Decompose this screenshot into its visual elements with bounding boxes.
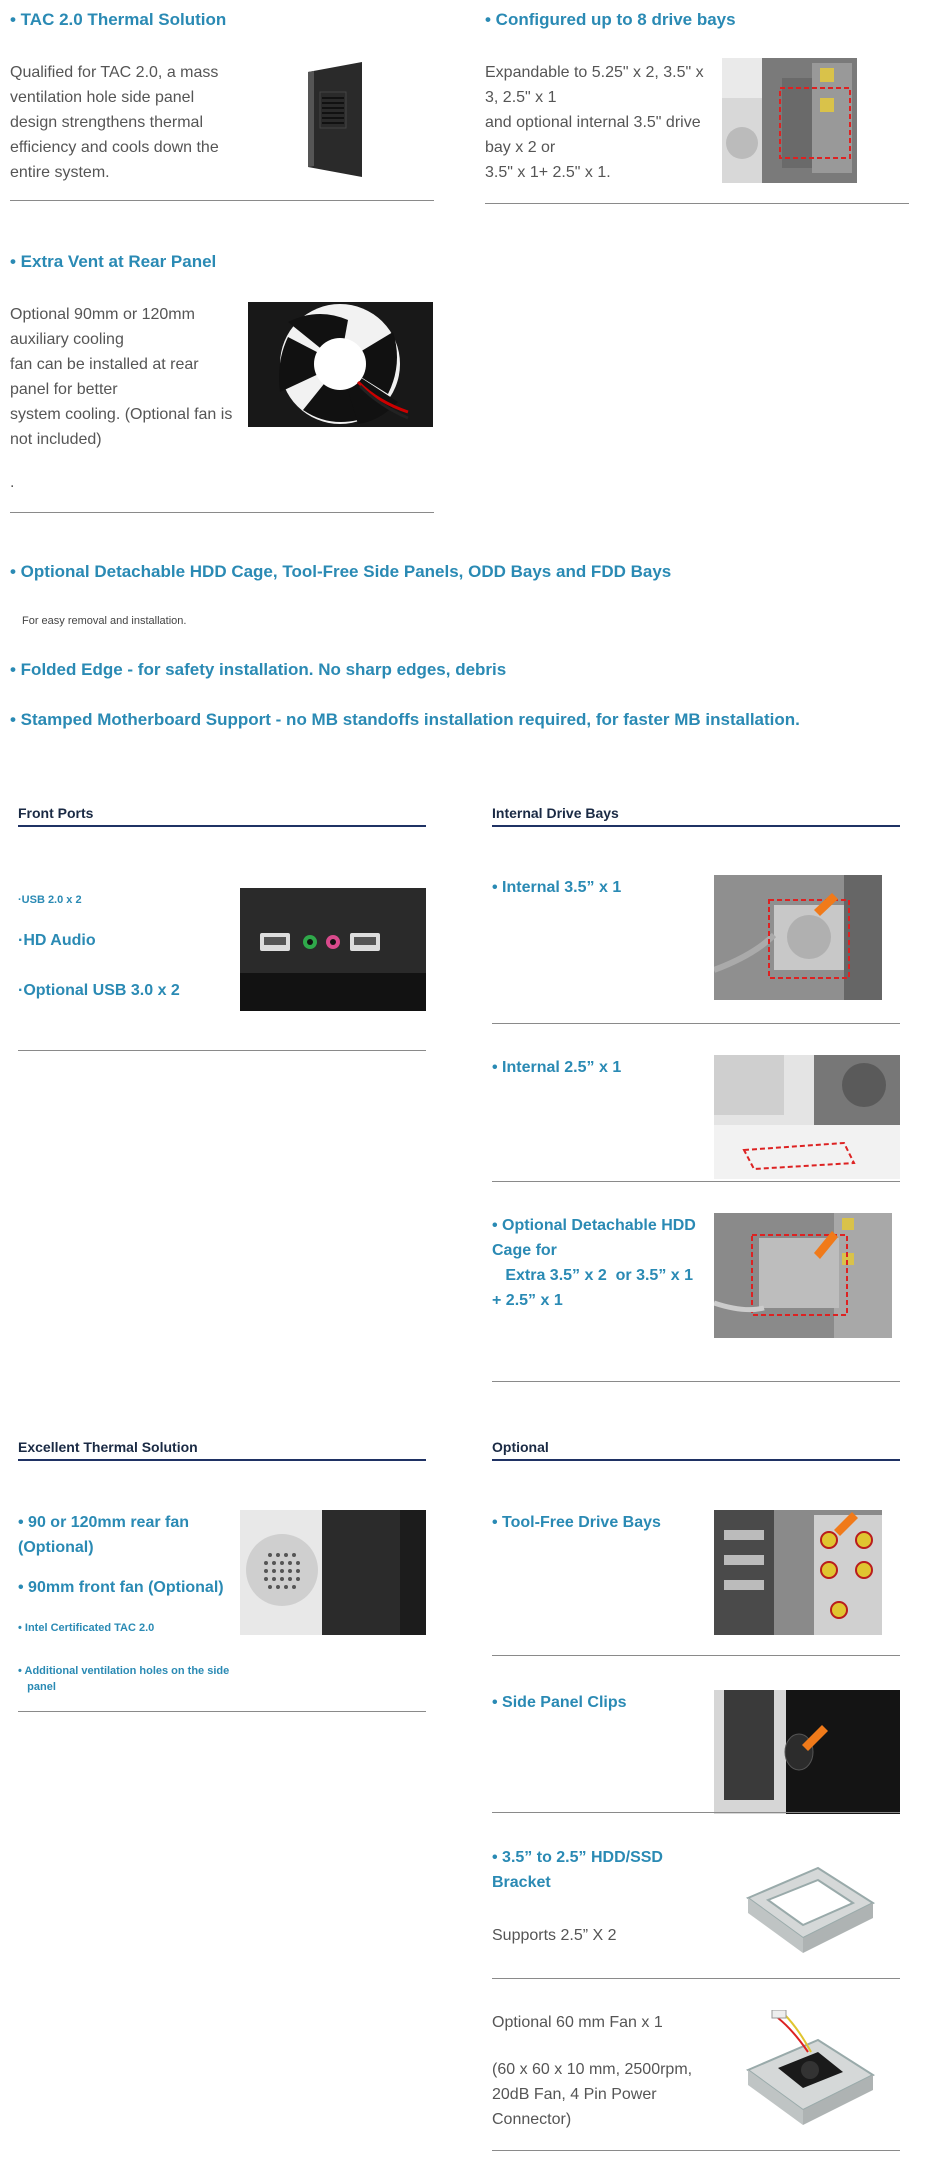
section-rule	[492, 1459, 900, 1461]
vent-dot: .	[10, 474, 15, 491]
divider	[10, 200, 434, 201]
internal-bays-title: Internal Drive Bays	[492, 805, 619, 821]
holes-line: panel	[18, 1681, 56, 1693]
drive-line: bay x 2 or	[485, 139, 556, 156]
rear-fan-line: (Optional)	[18, 1539, 94, 1556]
internal-35-image	[714, 875, 882, 1000]
internal-25-image	[714, 1055, 900, 1179]
optional-toolfree: • Tool-Free Drive Bays	[492, 1514, 661, 1531]
optional-title: Optional	[492, 1439, 549, 1455]
optional-fan60: Optional 60 mm Fan x 1	[492, 2014, 663, 2031]
vent-description	[10, 302, 232, 452]
tac-line: design strengthens thermal	[10, 114, 203, 131]
optional-bracket	[492, 1845, 663, 1895]
thermal-image	[240, 1510, 426, 1635]
fan60-spec-line: Connector)	[492, 2111, 572, 2128]
optional-supports: Supports 2.5” X 2	[492, 1927, 617, 1944]
internal-cage	[492, 1213, 696, 1313]
internal-35: • Internal 3.5” x 1	[492, 879, 622, 896]
drive-line: and optional internal 3.5" drive	[485, 114, 701, 131]
section-rule	[18, 825, 426, 827]
cage-line: Extra 3.5” x 2 or 3.5” x 1	[492, 1267, 693, 1284]
bracket-line: Bracket	[492, 1874, 551, 1891]
feature-folded-edge: • Folded Edge - for safety installation. No sharp edges, debris	[10, 660, 507, 679]
tac-title: • TAC 2.0 Thermal Solution	[10, 10, 227, 29]
front-ports-image	[240, 888, 426, 1011]
clips-image	[714, 1690, 900, 1814]
cage-line: + 2.5” x 1	[492, 1292, 563, 1309]
bracket-image	[738, 1858, 878, 1963]
vent-line: panel for better	[10, 381, 118, 398]
divider	[18, 1711, 426, 1712]
tac-description	[10, 60, 219, 185]
tac-line: Qualified for TAC 2.0, a mass	[10, 64, 219, 81]
front-usb2: ·USB 2.0 x 2	[18, 894, 82, 906]
section-rule	[492, 825, 900, 827]
feature-hdd-cage-sub: For easy removal and installation.	[22, 615, 187, 627]
thermal-holes	[18, 1663, 229, 1695]
tac-line: ventilation hole side panel	[10, 89, 195, 106]
vent-line: Optional 90mm or 120mm	[10, 306, 195, 323]
divider	[492, 1655, 900, 1656]
tac-line: entire system.	[10, 164, 110, 181]
internal-25: • Internal 2.5” x 1	[492, 1059, 622, 1076]
front-usb3: ·Optional USB 3.0 x 2	[18, 982, 180, 999]
drive-bays-image	[722, 58, 857, 183]
drive-line: 3.5" x 1+ 2.5" x 1.	[485, 164, 611, 181]
side-panel-image	[300, 62, 368, 177]
divider	[492, 1181, 900, 1182]
front-ports-title: Front Ports	[18, 805, 94, 821]
divider	[492, 1812, 900, 1813]
front-audio: ·HD Audio	[18, 932, 96, 949]
section-rule	[18, 1459, 426, 1461]
drive-bays-title: • Configured up to 8 drive bays	[485, 10, 736, 29]
rear-fan-line: • 90 or 120mm rear fan	[18, 1514, 190, 1531]
vent-line: system cooling. (Optional fan is	[10, 406, 233, 423]
thermal-tac: • Intel Certificated TAC 2.0	[18, 1622, 155, 1634]
fan60-spec-line: 20dB Fan, 4 Pin Power	[492, 2086, 657, 2103]
vent-line: not included)	[10, 431, 102, 448]
thermal-front-fan: • 90mm front fan (Optional)	[18, 1579, 224, 1596]
vent-line: fan can be installed at rear	[10, 356, 199, 373]
thermal-rear-fan	[18, 1510, 189, 1560]
optional-clips: • Side Panel Clips	[492, 1694, 627, 1711]
fan60-bracket-image	[738, 2010, 878, 2135]
toolfree-image	[714, 1510, 882, 1635]
divider	[10, 512, 434, 513]
divider	[492, 1023, 900, 1024]
divider	[18, 1050, 426, 1051]
divider	[492, 2150, 900, 2151]
divider	[492, 1978, 900, 1979]
vent-line: auxiliary cooling	[10, 331, 124, 348]
cage-line: Cage for	[492, 1242, 557, 1259]
holes-line: • Additional ventilation holes on the side	[18, 1665, 230, 1677]
thermal-title: Excellent Thermal Solution	[18, 1439, 198, 1455]
feature-hdd-cage: • Optional Detachable HDD Cage, Tool-Free Side Panels, ODD Bays and FDD Bays	[10, 562, 672, 581]
tac-line: efficiency and cools down the	[10, 139, 219, 156]
drive-line: 3, 2.5" x 1	[485, 89, 557, 106]
drive-bays-description	[485, 60, 704, 185]
hdd-cage-image	[714, 1213, 892, 1338]
optional-fan60-spec	[492, 2057, 692, 2132]
bracket-line: • 3.5” to 2.5” HDD/SSD	[492, 1849, 663, 1866]
divider	[492, 1381, 900, 1382]
feature-stamped-mb: • Stamped Motherboard Support - no MB standoffs installation required, for faster MB installation.	[10, 710, 800, 729]
cage-line: • Optional Detachable HDD	[492, 1217, 696, 1234]
divider	[485, 203, 909, 204]
fan-image	[248, 302, 433, 427]
fan60-spec-line: (60 x 60 x 10 mm, 2500rpm,	[492, 2061, 693, 2078]
drive-line: Expandable to 5.25" x 2, 3.5" x	[485, 64, 704, 81]
vent-title: • Extra Vent at Rear Panel	[10, 252, 217, 271]
